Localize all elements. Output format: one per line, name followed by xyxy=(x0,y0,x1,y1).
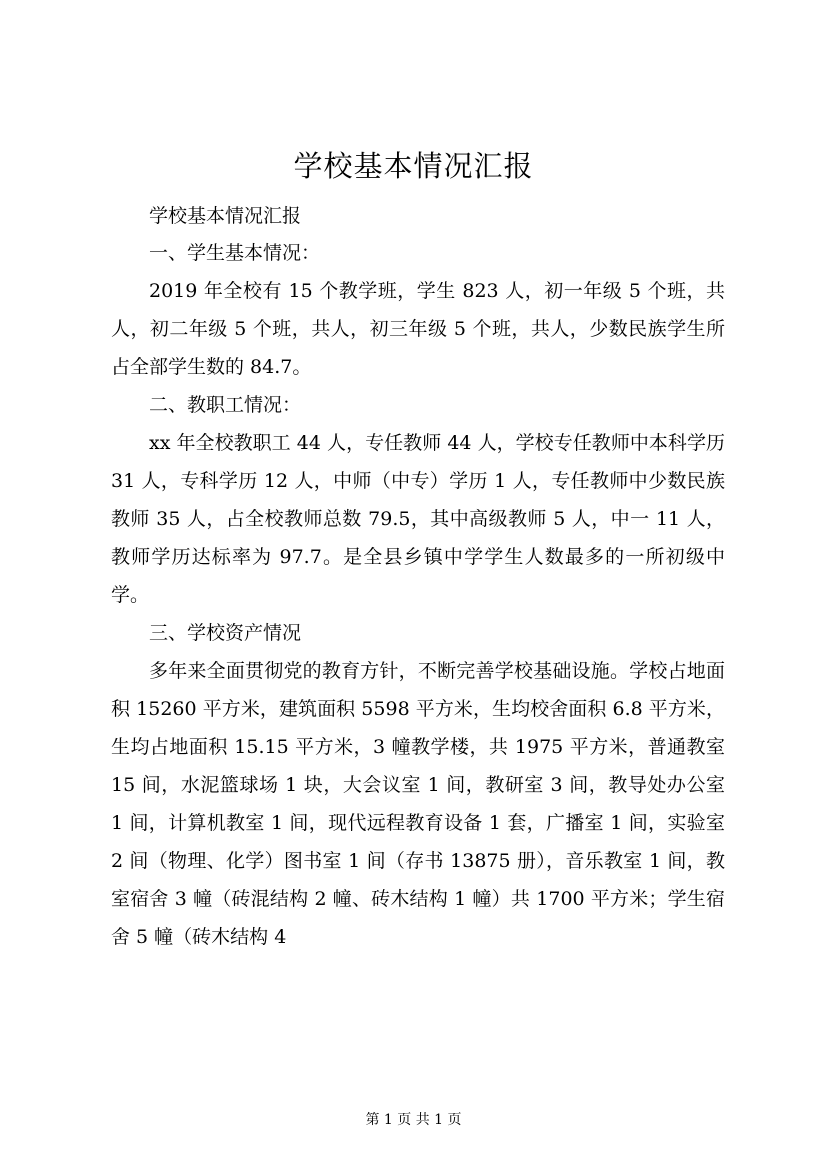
section-heading-staff: 二、教职工情况： xyxy=(149,394,302,416)
document-title: 学校基本情况汇报 xyxy=(293,149,534,183)
section-heading-assets: 三、学校资产情况 xyxy=(149,622,302,644)
paragraph-students: 2019 年全校有 15 个教学班，学生 823 人，初一年级 5 个班，共人，初二年级 5 个班，共人，初三年级 5 个班，共人，少数民族学生所占全部学生数的 84.7。 xyxy=(111,280,725,378)
section-heading-students: 一、学生基本情况： xyxy=(149,242,321,264)
paragraph-assets: 多年来全面贯彻党的教育方针，不断完善学校基础设施。学校占地面积 15260 平方米，建筑面积 5598 平方米，生均校舍面积 6.8 平方米，生均占地面积 15.15 平方米，3 幢教学楼，共 1975 平方米，普通教室 15 间，水泥篮球场 1 块，大会议室 1 间，教研室 3 间，教导处办公室 1 间，计算机教室 1 间，现代远程教育设备 1 套，广播室 1 间，实验室 2 间（物理、化学）图书室 1 间（存书 13875 册），音乐教室 1 间，教室宿舍 3 幢（砖混结构 2 幢、砖木结构 1 幢）共 1700 平方米；学生宿舍 5 幢（砖木结构 4 xyxy=(111,660,725,948)
paragraph-heading: 学校基本情况汇报 xyxy=(149,205,302,227)
page-footer: 第 1 页 共 1 页 xyxy=(365,1112,462,1128)
document-body xyxy=(111,198,725,956)
paragraph-staff: xx 年全校教职工 44 人，专任教师 44 人，学校专任教师中本科学历 31 人，专科学历 12 人，中师（中专）学历 1 人，专任教师中少数民族教师 35 人，占全校教师总数 79.5，其中高级教师 5 人，中一 11 人，教师学历达标率为 97.7。是全县乡镇中学学生人数最多的一所初级中学。 xyxy=(111,432,725,606)
